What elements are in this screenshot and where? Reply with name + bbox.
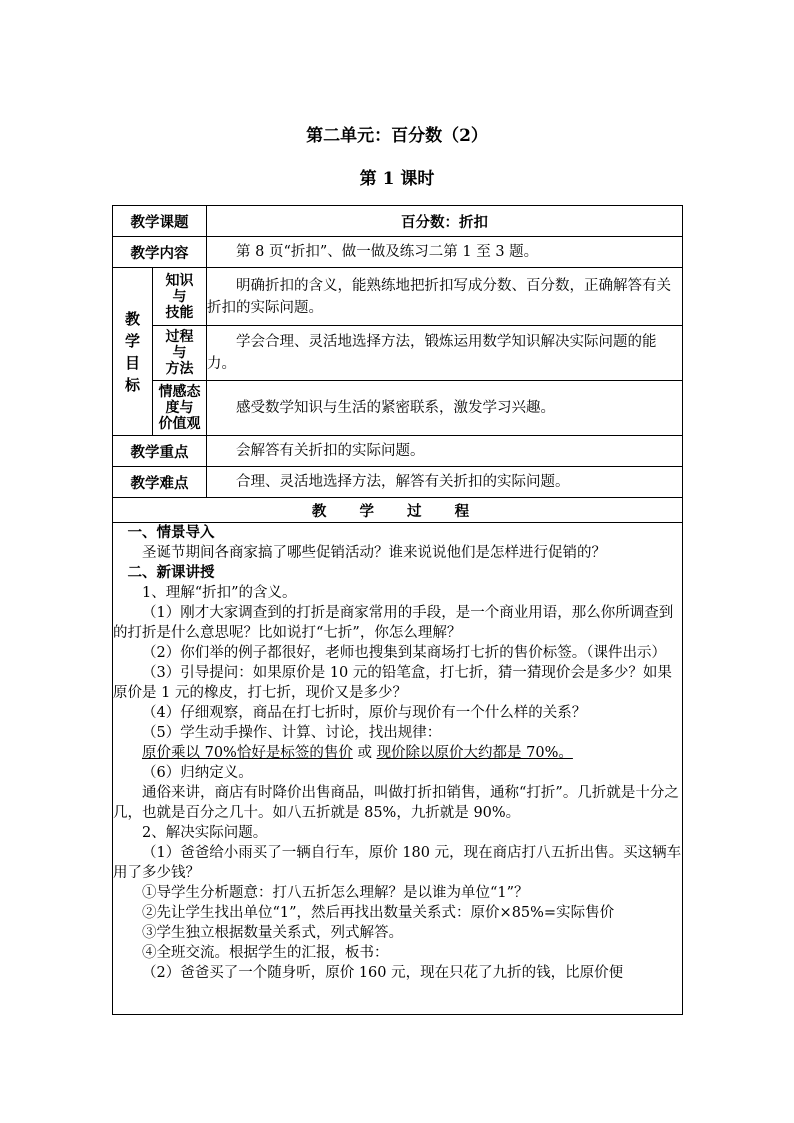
paragraph: （2）爸爸买了一个随身听，原价 160 元，现在只花了九折的钱，比原价便 bbox=[142, 965, 624, 981]
content-label: 教学内容 bbox=[113, 237, 207, 268]
key-label: 教学重点 bbox=[113, 436, 207, 467]
difficult-label: 教学难点 bbox=[113, 467, 207, 498]
paragraph: （1）爸爸给小雨买了一辆自行车，原价 180 元，现在商店打八五折出售。买这辆车用了多少钱？ bbox=[113, 845, 682, 881]
rule-a: 原价乘以 70%恰好是标签的售价 bbox=[142, 745, 353, 761]
process-label: 过程 与 方法 bbox=[153, 326, 207, 381]
paragraph: （2）你们举的例子都很好，老师也搜集到某商场打七折的售价标签。（课件出示） bbox=[142, 645, 666, 661]
emotion-label: 情感态 度与 价值观 bbox=[153, 381, 207, 436]
lesson-plan-table bbox=[112, 205, 683, 1015]
process-body-row bbox=[113, 523, 683, 1015]
content-value: 第 8 页“折扣”、做一做及练习二第 1 至 3 题。 bbox=[207, 237, 683, 268]
key-row bbox=[113, 436, 683, 467]
content-row bbox=[113, 237, 683, 268]
section-intro-title: 一、情景导入 bbox=[127, 524, 215, 541]
section-new-title: 二、新课讲授 bbox=[127, 564, 215, 581]
goals-label: 教 学 目 标 bbox=[113, 268, 153, 436]
rule-b: 现价除以原价大约都是 70%。 bbox=[376, 745, 573, 761]
emotion-value: 感受数学知识与生活的紧密联系，激发学习兴趣。 bbox=[207, 381, 683, 436]
lesson-number: 第 1 课时 bbox=[359, 169, 435, 189]
page-title: 第二单元：百分数（2） bbox=[306, 126, 488, 146]
difficult-value: 合理、灵活地选择方法，解答有关折扣的实际问题。 bbox=[207, 467, 683, 498]
paragraph: （3）引导提问：如果原价是 10 元的铅笔盒，打七折，猜一猜现价会是多少？如果原价是 1 元的橡皮，打七折，现价又是多少？ bbox=[113, 665, 672, 701]
difficult-row bbox=[113, 467, 683, 498]
paragraph: （6）归纳定义。 bbox=[142, 765, 253, 781]
paragraph: ①导学生分析题意：打八五折怎么理解？是以谁为单位“1”？ bbox=[142, 885, 529, 901]
goal-process-row bbox=[113, 326, 683, 381]
process-header-row bbox=[113, 498, 683, 523]
paragraph: （1）刚才大家调查到的打折是商家常用的手段，是一个商业用语，那么你所调查到的打折是什么意思呢？比如说打“七折”，你怎么理解？ bbox=[113, 605, 674, 641]
process-body bbox=[113, 523, 683, 1015]
paragraph: 2、解决实际问题。 bbox=[142, 825, 268, 841]
topic-row bbox=[113, 206, 683, 237]
topic-value: 百分数：折扣 bbox=[207, 206, 683, 237]
knowledge-label: 知识 与 技能 bbox=[153, 268, 207, 326]
goal-knowledge-row bbox=[113, 268, 683, 326]
key-value: 会解答有关折扣的实际问题。 bbox=[207, 436, 683, 467]
knowledge-value: 明确折扣的含义，能熟练地把折扣写成分数、百分数，正确解答有关折扣的实际问题。 bbox=[207, 268, 683, 326]
rule-or: 或 bbox=[352, 745, 377, 761]
paragraph: 通俗来讲，商店有时降价出售商品，叫做打折扣销售，通称“打折”。几折就是十分之几，也就是百分之几十。如八五折就是 85%，九折就是 90%。 bbox=[113, 785, 679, 821]
rule-paragraph bbox=[113, 743, 682, 763]
process-header: 教 学 过 程 bbox=[113, 498, 683, 523]
paragraph: （4）仔细观察，商品在打七折时，原价与现价有一个什么样的关系？ bbox=[142, 705, 587, 721]
section-intro-text: 圣诞节期间各商家搞了哪些促销活动？谁来说说他们是怎样进行促销的？ bbox=[142, 545, 606, 561]
paragraph: ②先让学生找出单位“1”，然后再找出数量关系式：原价×85%=实际售价 bbox=[142, 905, 615, 921]
process-value: 学会合理、灵活地选择方法，锻炼运用数学知识解决实际问题的能力。 bbox=[207, 326, 683, 381]
paragraph: ④全班交流。根据学生的汇报，板书： bbox=[142, 945, 389, 961]
topic-label: 教学课题 bbox=[113, 206, 207, 237]
goal-emotion-row bbox=[113, 381, 683, 436]
paragraph: 1、理解“折扣”的含义。 bbox=[142, 585, 297, 601]
paragraph: （5）学生动手操作、计算、讨论，找出规律： bbox=[142, 725, 442, 741]
paragraph: ③学生独立根据数量关系式，列式解答。 bbox=[142, 925, 403, 941]
